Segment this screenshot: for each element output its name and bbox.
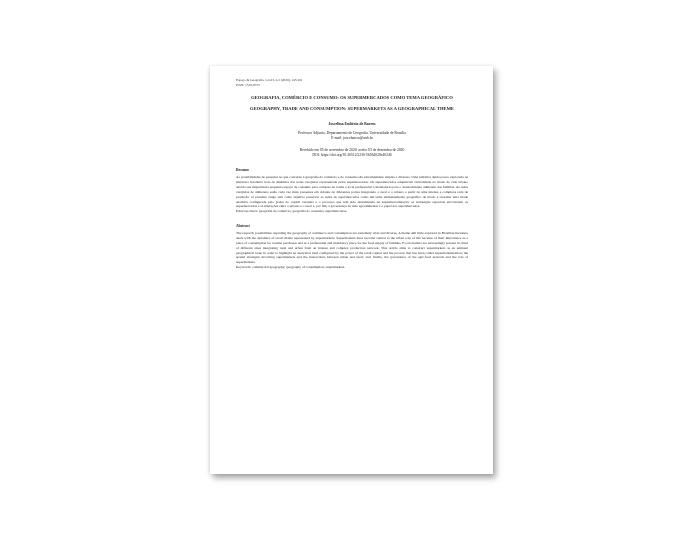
keywords-list: commercial geography; geography of consumption; supermarkets. xyxy=(252,265,346,270)
resumo-text: As possibilidades de pesquisa no que concerne à geografia do comércio e do consumo são extremamente amplas e diversas. Uma temática ainda pouco explorada na literatura brasileira trata da dinâmica das redes varejistas representada pelos supermercados. Os supermercados adquiriram centralidade no modo de vida urbano devido sua importância enquanto espaço de consumo para compras de rotina e local preferencial e mandatório para o abastecimento alimentar das famílias. As redes varejistas de alimentos estão cada vez mais presentes em cidades de diferentes portes integrando o rural e o urbano a partir de uma intensa e complexa rede de produção. O presente artigo tem como objetivo preservar as redes de supermercados como um tema eminentemente geográfico de modo a ressaltar uma tríade analítica configurada pelo poder do capital varejista e o processo que tem sido denominado de supermercadização; as estratégias espaciais envolvendo os supermercados e as interações entre o urbano e o rural e, por fim, a governança da rede agroalimentar e o papel dos supermercados. xyxy=(236,175,468,209)
journal-citation: Espaço & Geografia, vol.23, n.2 (2020), 145:161 xyxy=(236,78,303,82)
journal-issn: ISSN: 1516-9375 xyxy=(236,82,260,87)
palavras-chave-list: geografia do comércio; geografia do consumo; supermercados. xyxy=(259,209,348,214)
journal-header xyxy=(236,78,468,87)
title-english: GEOGRAPHY, TRADE AND CONSUMPTION: SUPERMARKETS AS A GEOGRAPHICAL THEME xyxy=(250,105,454,111)
received-accepted-dates: Recebido em 05 de novembro de 2020, aceito 03 de dezembro de 2020 xyxy=(299,148,405,153)
abstract-keywords xyxy=(236,265,468,270)
author-affiliation-block xyxy=(236,131,468,141)
abstract-heading: Abstract xyxy=(236,224,250,229)
doi-link: DOI: https://doi.org/10.26512/2236-56562020e40246 xyxy=(312,153,392,158)
article-dates-block xyxy=(236,148,468,158)
abstract-text: The research possibilities regarding the geography of commerce and consumption are extremely wide and diverse. A theme still little explored in Brazilian literature deals with the dynamics of retail chains represented by supermarkets. Supermarkets have become central to the urban way of life because of their importance as a place of consumption for routine purchases and as a preferential and mandatory place for the food supply of families. Food retailers are increasingly present in cities of different sizes integrating rural and urban from an intense and complex production network. This article aims to construct supermarkets as an eminent geographical issue in order to highlight an analytical triad configured by the power of the retail capital and the process that has been called supermarketization; the spatial strategies involving supermarkets and the interactions between urban and rural; and, finally, the governance of the agri-food network and the role of supermarkets. xyxy=(236,231,468,265)
resumo-keywords xyxy=(236,209,468,214)
author-email: E-mail: joscebarros@unb.br xyxy=(331,136,373,141)
author-affiliation: Professor Adjunto, Departamento de Geografia, Universidade de Brasília xyxy=(298,131,406,136)
keywords-label: Keywords: xyxy=(236,265,252,270)
resumo-heading: Resumo xyxy=(236,168,249,173)
author-name: Joscelina Eudóxia de Barros xyxy=(328,122,376,127)
page-content xyxy=(236,78,468,270)
title-portuguese: GEOGRAFIA, COMÉRCIO E CONSUMO: OS SUPERMERCADOS COMO TEMA GEOGRÁFICO xyxy=(251,95,453,101)
document-page xyxy=(210,66,493,474)
palavras-chave-label: Palavras-chave: xyxy=(236,209,259,214)
